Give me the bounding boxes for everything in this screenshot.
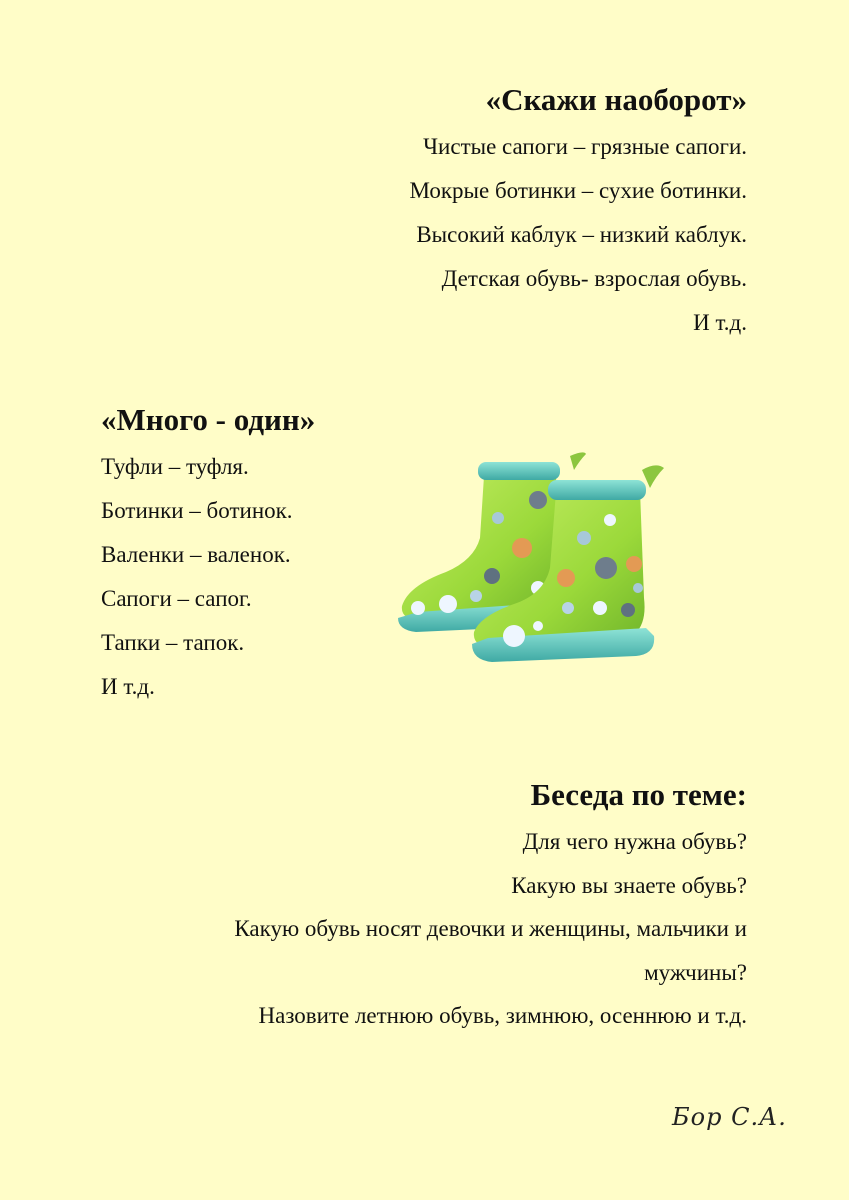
text-line: Валенки – валенок. [101,542,291,567]
text-line: мужчины? [644,959,747,985]
text-line: Туфли – туфля. [101,454,249,479]
section-opposites [410,80,748,345]
text-line: Детская обувь- взрослая обувь. [441,266,747,291]
text-line: Сапоги – сапог. [101,586,252,611]
text-line: Какую вы знаете обувь? [511,872,747,898]
section-many-one [101,400,315,709]
section-title: Беседа по теме: [530,777,747,812]
text-line: Чистые сапоги – грязные сапоги. [423,134,747,159]
text-line: Мокрые ботинки – сухие ботинки. [409,178,747,203]
text-line: Какую обувь носят девочки и женщины, мальчики и [234,916,747,941]
author-signature: Бор С.А. [672,1103,787,1131]
text-line: Высокий каблук – низкий каблук. [416,222,747,247]
text-line: Назовите летнюю обувь, зимнюю, осеннюю и т.д. [258,1003,747,1028]
text-line: И т.д. [101,674,155,699]
rubber-boots-icon [388,448,678,680]
text-line: И т.д. [693,310,747,335]
section-title: «Много - один» [101,402,316,437]
text-line: Для чего нужна обувь? [522,829,747,854]
text-line: Тапки – тапок. [101,630,245,655]
section-title: «Скажи наоборот» [485,82,747,117]
section-conversation [234,775,747,1038]
text-line: Ботинки – ботинок. [101,498,293,523]
